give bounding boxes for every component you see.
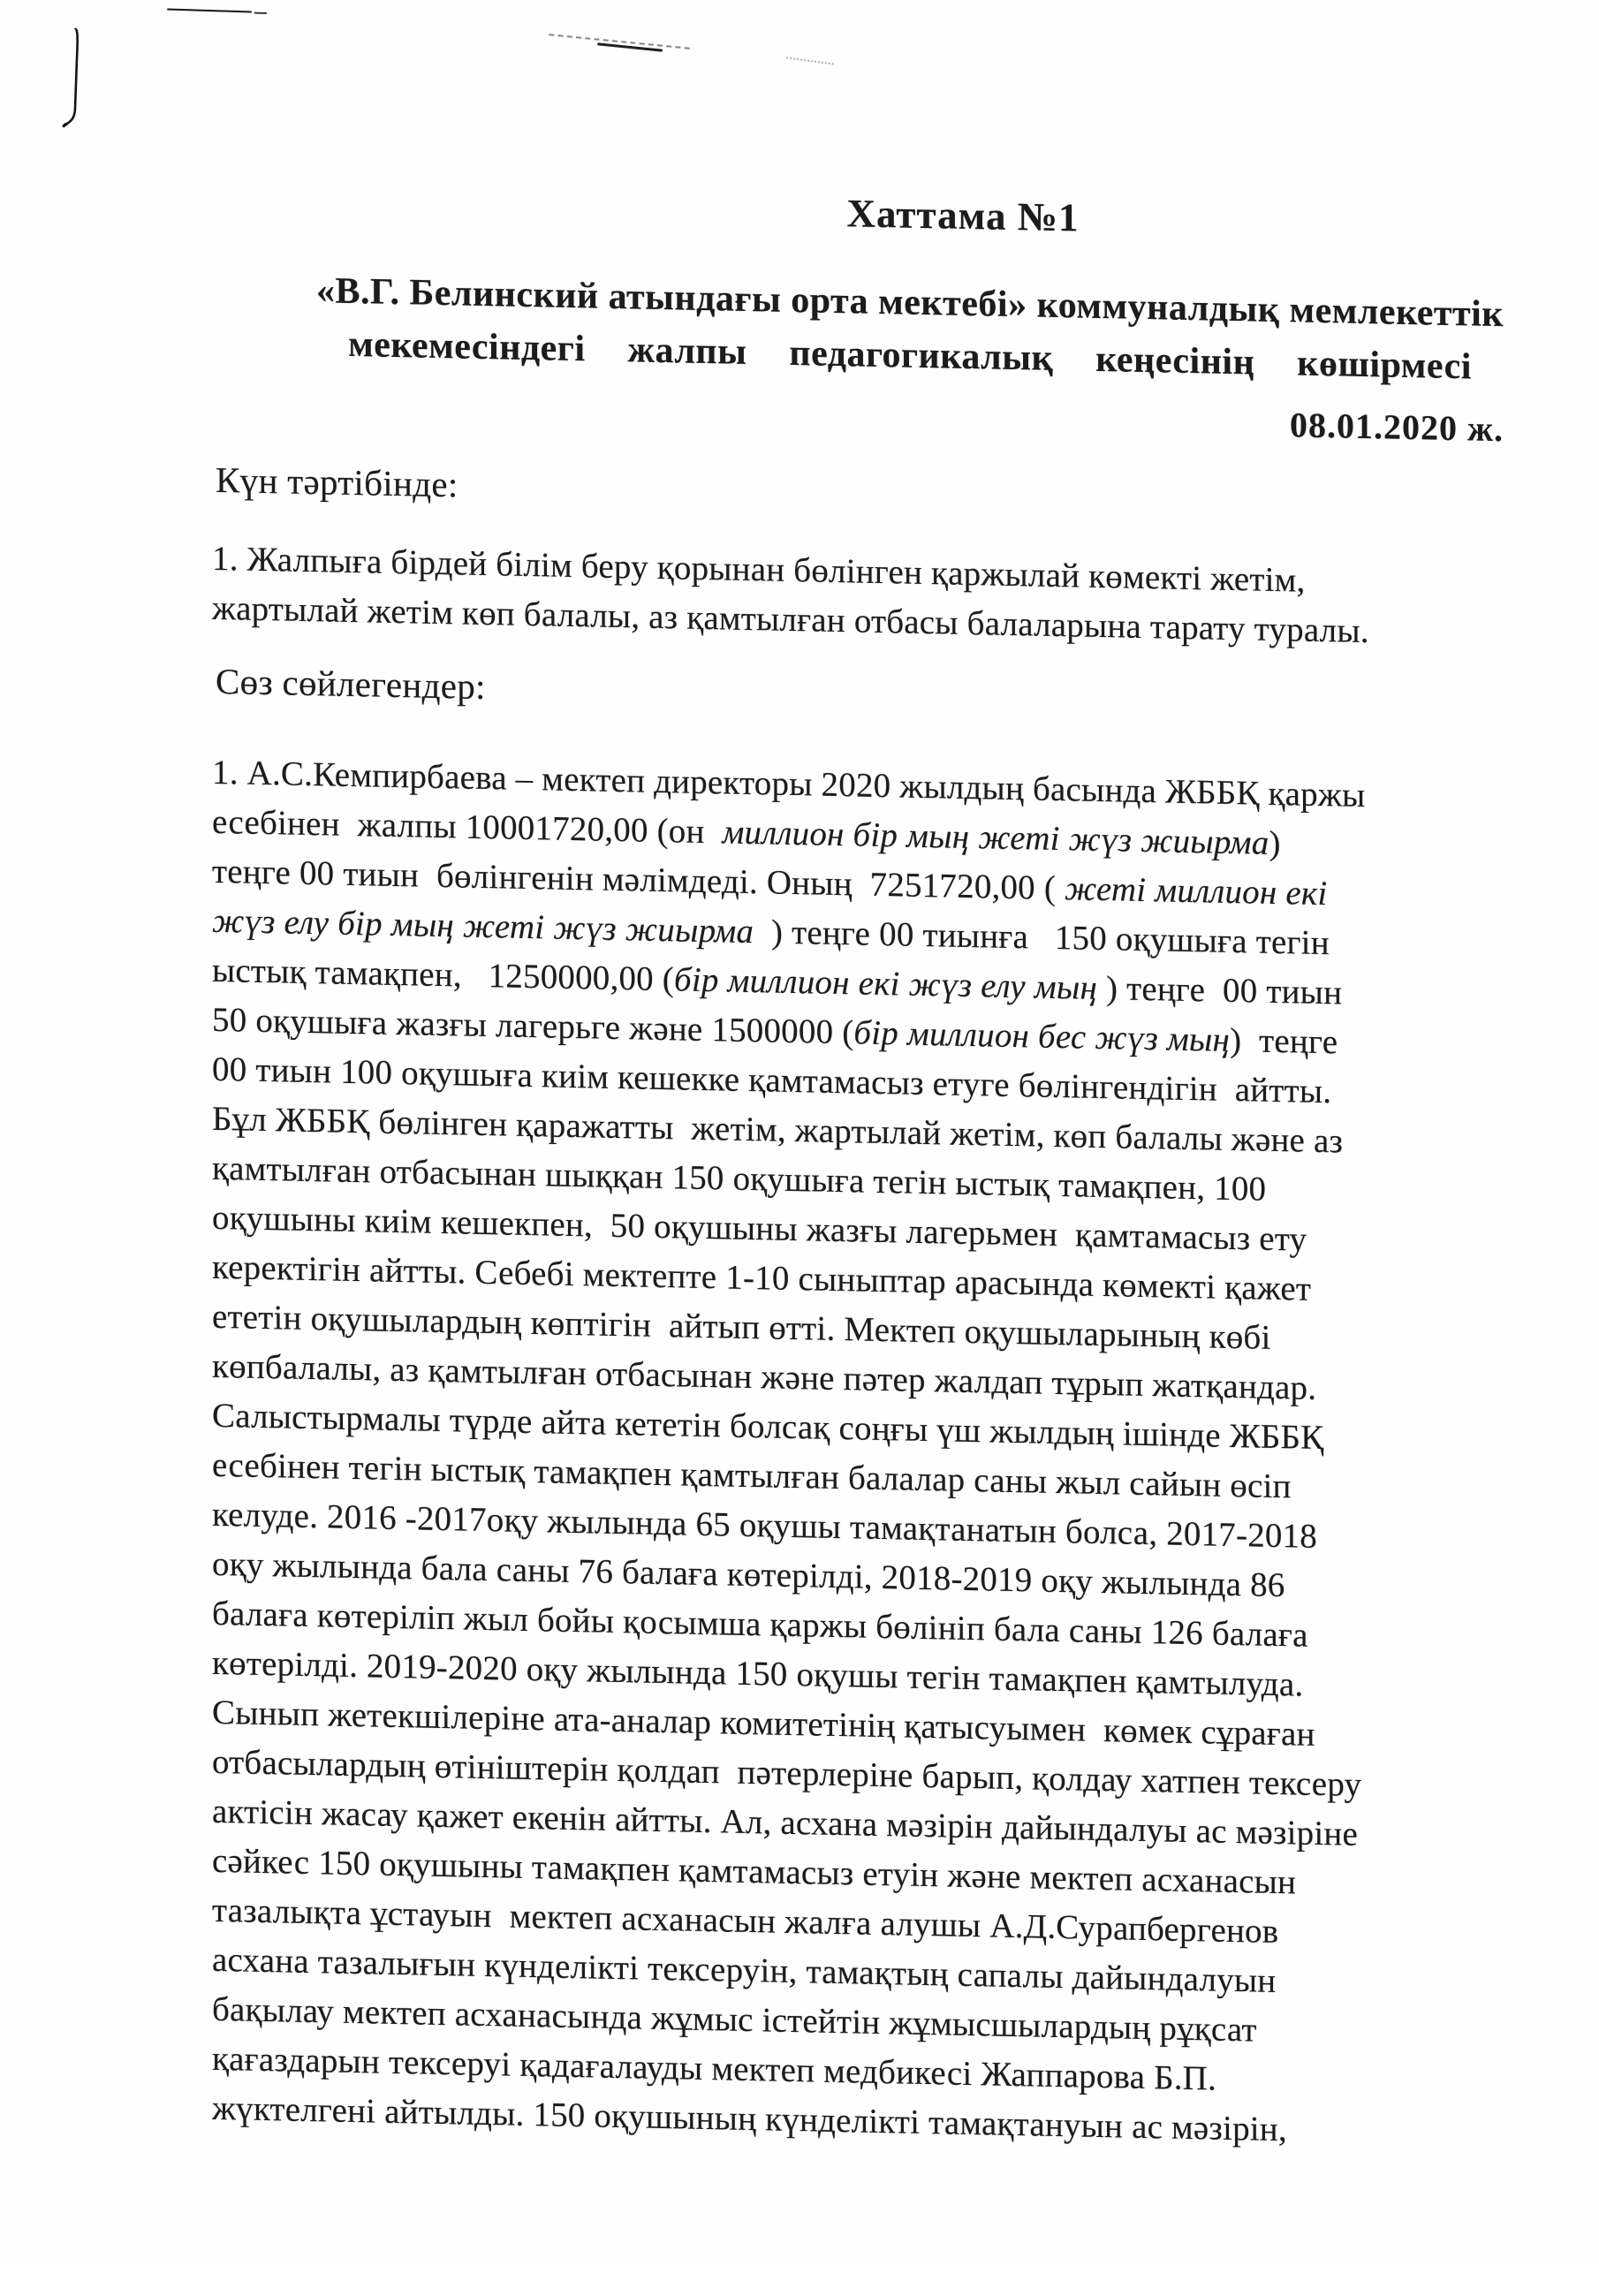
- body-line: тазалықта ұстауын мектеп асханасын жалға алушы А.Д.Сурапбергенов: [212, 1891, 1279, 1951]
- agenda-line: жартылай жетім көп балалы, аз қамтылған отбасы балаларына тарату туралы.: [212, 588, 1369, 651]
- body-line: актісін жасау қажет екенін айтты. Ал, асхана мәзірін дайындалуы ас мәзіріне: [212, 1792, 1358, 1853]
- body-line: Бұл ЖББҚ бөлінген қаражатты жетім, жартылай жетім, көп балалы және аз: [212, 1099, 1344, 1161]
- body-line: 50 оқушыға жазғы лагерьге және 1500000 (бір миллион бес жүз мың) теңге: [212, 1000, 1338, 1062]
- body-line: қағаздарын тексеруі қадағалауды мектеп медбикесі Жаппарова Б.П.: [212, 2039, 1216, 2098]
- body-line: Салыстырмалы түрде айта кететін болсақ соңғы үш жылдың ішінде ЖББҚ: [212, 1396, 1324, 1458]
- body-line: көпбалалы, аз қамтылған отбасынан және пәтер жалдап тұрып жатқандар.: [212, 1346, 1317, 1407]
- body-line: керектігін айтты. Себебі мектепте 1-10 сыныптар арасында көмекті қажет: [212, 1247, 1312, 1308]
- body-line: бақылау мектеп асханасында жұмыс істейтін жұмысшылардың рұқсат: [212, 1989, 1257, 2050]
- agenda-paragraph: [212, 534, 1572, 661]
- body-line: келуде. 2016 -2017оқу жылында 65 оқушы тамақтанатын болса, 2017-2018: [212, 1495, 1317, 1556]
- body-line: есебінен тегін ыстық тамақпен қамтылған балалар саны жыл сайын өсіп: [212, 1445, 1292, 1506]
- body-line: қамтылған отбасынан шыққан 150 оқушыға тегін ыстық тамақпен, 100: [212, 1148, 1267, 1209]
- document-date: 08.01.2020 ж.: [1289, 405, 1504, 450]
- body-line: оқушыны киім кешекпен, 50 оқушыны жазғы лагерьмен қамтамасыз ету: [212, 1198, 1307, 1259]
- body-line: отбасылардың өтініштерін қолдап пәтерлеріне барып, қолдау хатпен тексеру: [212, 1742, 1362, 1804]
- body-line: есебінен жалпы 10001720,00 (он миллион бір мың жеті жүз жиырма): [212, 802, 1281, 863]
- document-subtitle: [115, 261, 1599, 398]
- agenda-line: 1. Жалпыға бірдей білім беру қорынан бөлінген қаржылай көмекті жетім,: [212, 539, 1306, 600]
- body-line: 1. А.С.Кемпирбаева – мектеп директоры 2020 жылдың басында ЖББҚ қаржы: [212, 753, 1366, 815]
- body-line: сәйкес 150 оқушыны тамақпен қамтамасыз етуін және мектеп асханасын: [212, 1841, 1297, 1902]
- body-line: жүз елу бір мың жеті жүз жиырма ) теңге 00 тиынға 150 оқушыға тегін: [212, 901, 1330, 963]
- body-line: теңге 00 тиын бөлінгенін мәлімдеді. Оның 7251720,00 ( жеті миллион екі: [212, 852, 1328, 913]
- body-line: 00 тиын 100 оқушыға киім кешекке қамтамасыз етуге бөлінгендігін айтты.: [212, 1049, 1332, 1111]
- body-line: ететін оқушылардың көптігін айтып өтті. Мектеп оқушыларының көбі: [212, 1297, 1271, 1357]
- agenda-heading: Күн тәртібінде:: [216, 458, 458, 505]
- body-line: ыстық тамақпен, 1250000,00 (бір миллион екі жүз елу мың ) теңге 00 тиын: [212, 951, 1343, 1012]
- body-line: балаға көтеріліп жыл бойы қосымша қаржы бөлініп бала саны 126 балаға: [212, 1594, 1308, 1655]
- subtitle-line-1: «В.Г. Белинский атындағы орта мектебі» коммуналдық мемлекеттік: [315, 270, 1504, 336]
- body-line: Сынып жетекшілеріне ата-аналар комитетінің қатысуымен көмек сұраған: [212, 1693, 1315, 1754]
- speakers-heading: Сөз сөйлегендер:: [216, 660, 486, 708]
- body-line: көтерілді. 2019-2020 оқу жылында 150 оқушы тегін тамақпен қамтылуда.: [212, 1643, 1304, 1704]
- document-title: Хаттама №1: [846, 191, 1080, 240]
- body-line: жүктелгені айтылды. 150 оқушының күнделікті тамақтануын ас мәзірін,: [212, 2088, 1287, 2149]
- body-line: оқу жылында бала саны 76 балаға көтерілді, 2018-2019 оқу жылында 86: [212, 1544, 1285, 1605]
- body-paragraph: [212, 748, 1590, 2161]
- body-line: асхана тазалығын күнделікті тексеруін, тамақтың сапалы дайындалуын: [212, 1940, 1277, 2000]
- subtitle-line-2: мекемесіндегі жалпы педагогикалық кеңесінің көшірмесі: [348, 323, 1472, 388]
